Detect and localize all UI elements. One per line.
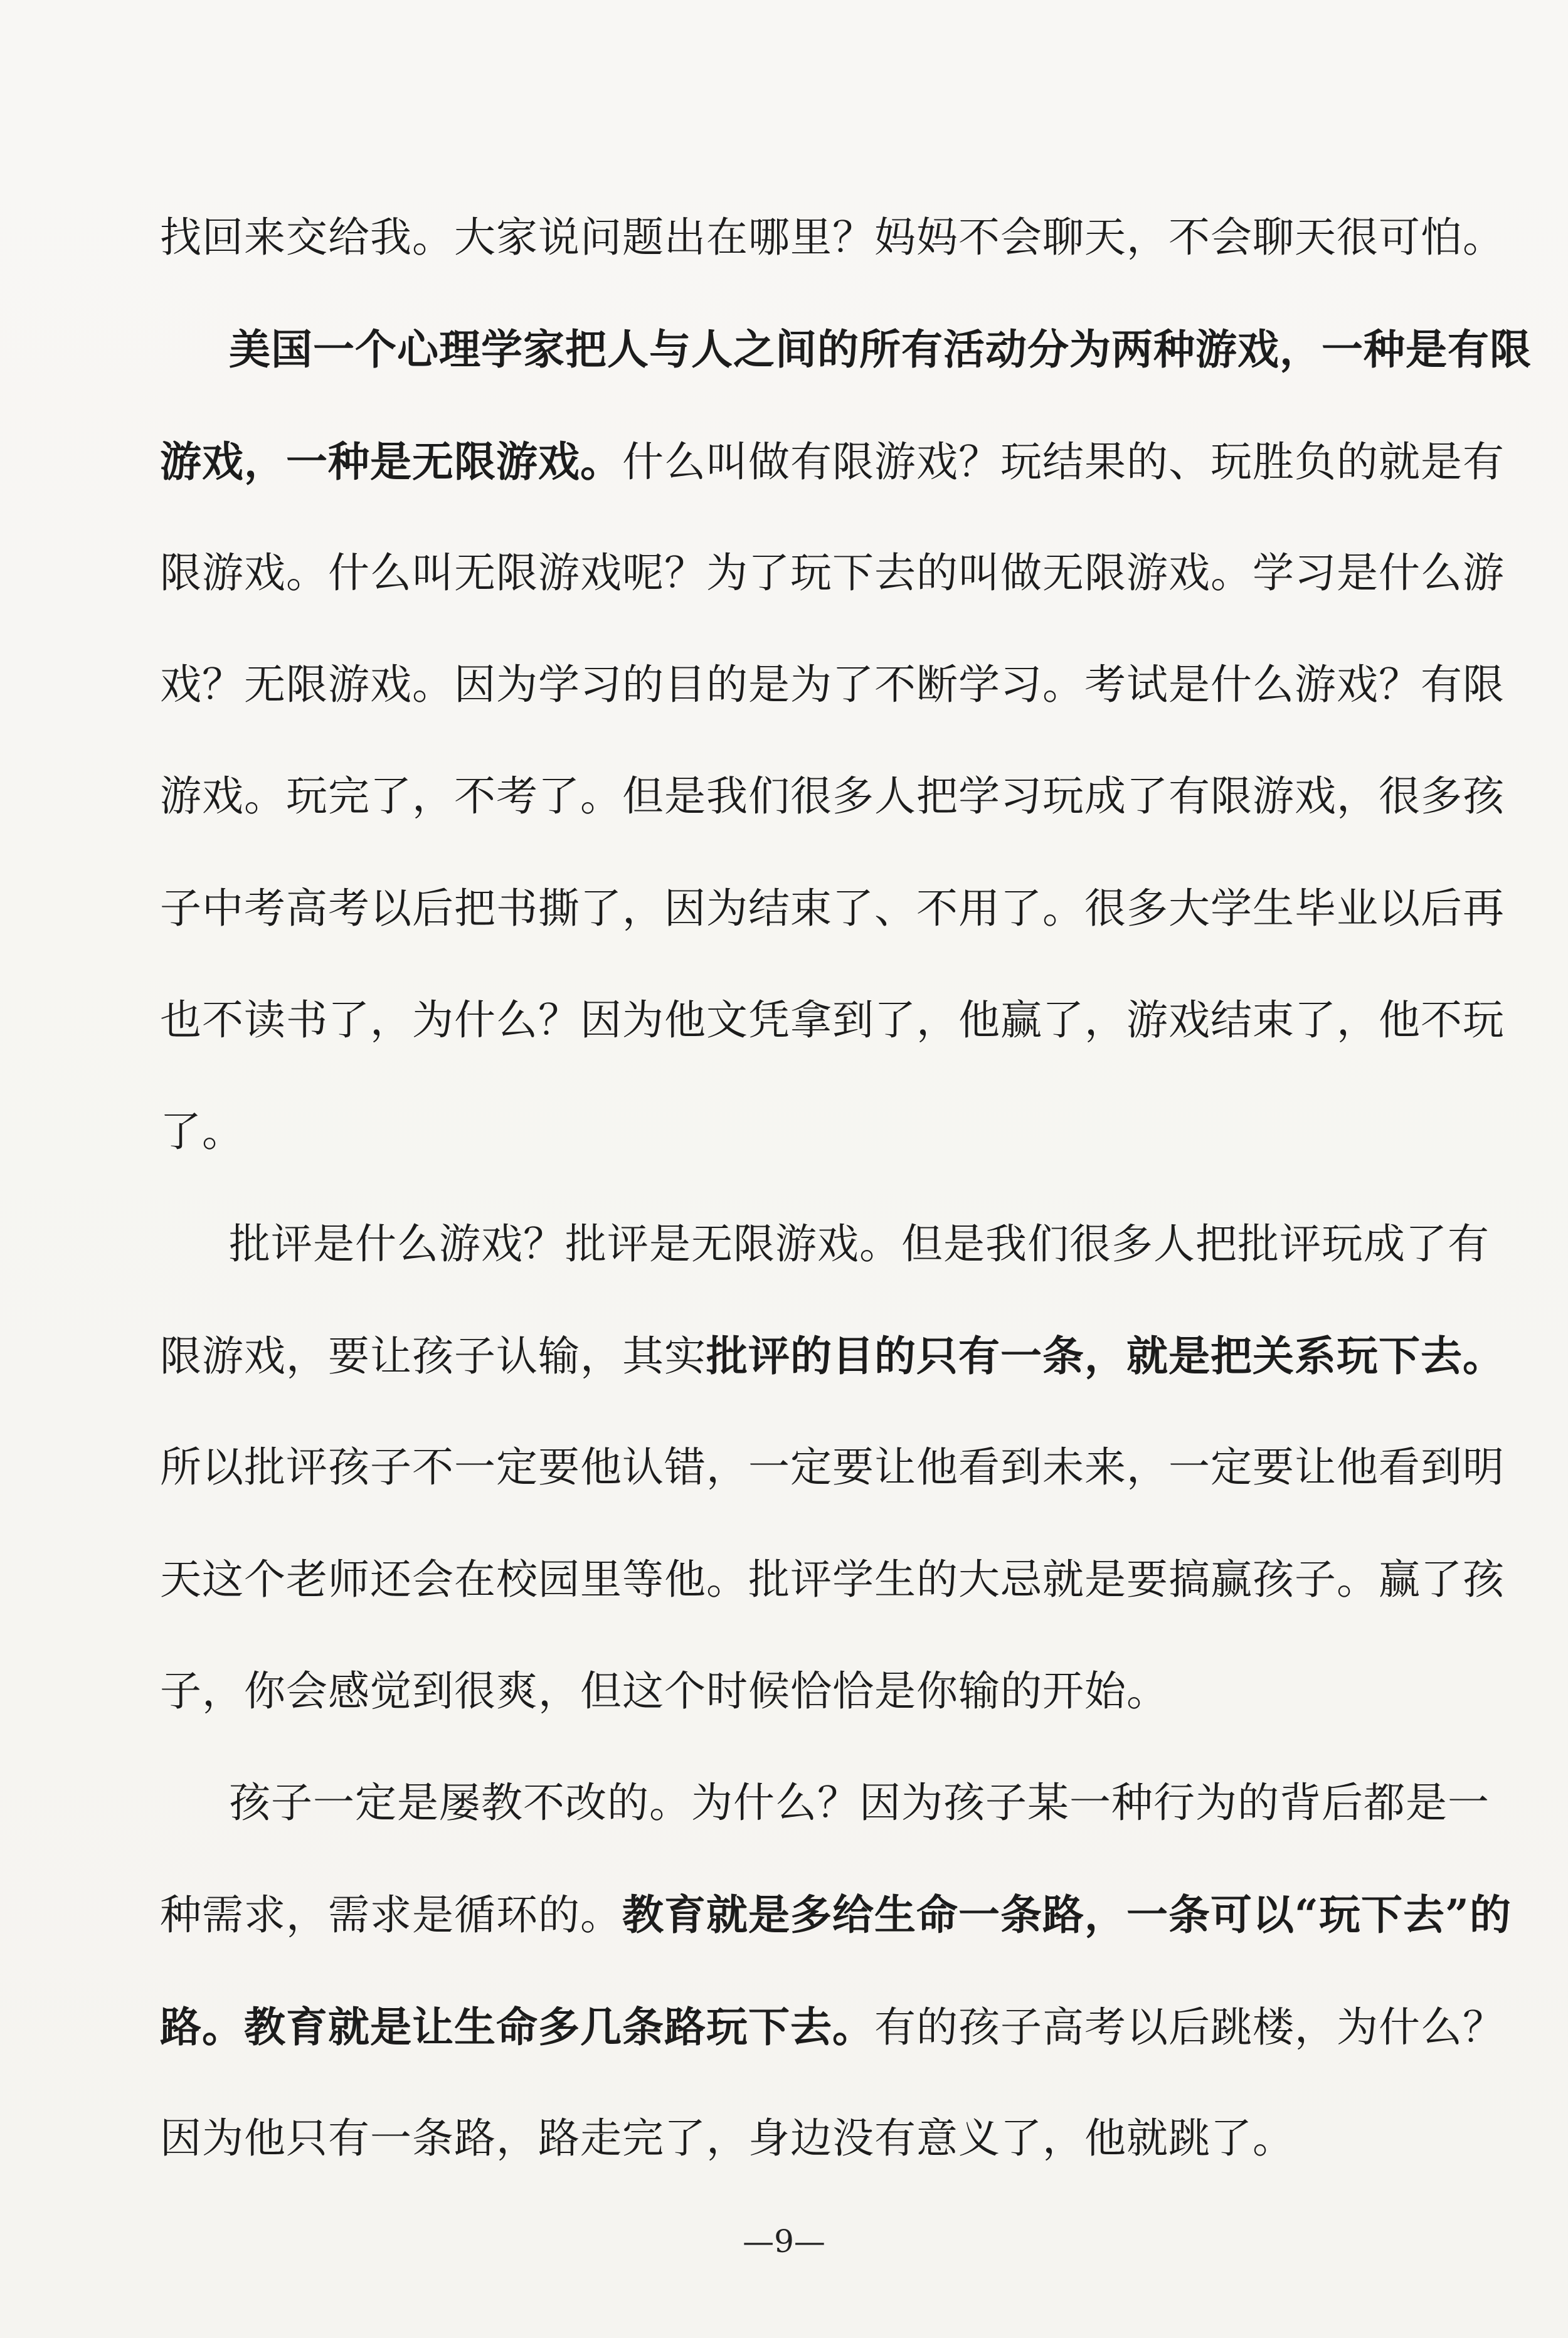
text-line: [160, 182, 1505, 294]
bold-text: 批评的目的只有一条，就是把关系玩下去。: [706, 1331, 1505, 1380]
text-segment: 子，你会感觉到很爽，但这个时候恰恰是你输的开始。: [160, 1666, 1168, 1715]
bold-text: 教育就是多给生命一条路，一条可以“玩下去”的: [622, 1890, 1512, 1940]
text-segment: 批评是什么游戏？批评是无限游戏。但是我们很多人把批评玩成了有: [229, 1219, 1490, 1268]
text-segment: 也不读书了，为什么？因为他文凭拿到了，他赢了，游戏结束了，他不玩: [160, 996, 1505, 1045]
text-segment: 戏？无限游戏。因为学习的目的是为了不断学习。考试是什么游戏？有限: [160, 660, 1505, 709]
text-line: [160, 2083, 1408, 2194]
text-segment: 所以批评孩子不一定要他认错，一定要让他看到未来，一定要让他看到明: [160, 1443, 1505, 1492]
text-line: [160, 1636, 1408, 1747]
text-line: [160, 853, 1505, 965]
text-line: [160, 1412, 1505, 1523]
text-line: [160, 1076, 1408, 1188]
text-segment: 限游戏。什么叫无限游戏呢？为了玩下去的叫做无限游戏。学习是什么游: [160, 548, 1505, 597]
text-segment: 了。: [160, 1108, 244, 1156]
text-line: [160, 741, 1505, 852]
page-number: —9—: [743, 2223, 825, 2260]
text-segment: 孩子一定是屡教不改的。为什么？因为孩子某一种行为的背后都是一: [229, 1779, 1490, 1828]
text-segment: 什么叫做有限游戏？玩结果的、玩胜负的就是有: [622, 437, 1505, 486]
text-segment: 因为他只有一条路，路走完了，身边没有意义了，他就跳了。: [160, 2114, 1295, 2163]
text-line: [160, 406, 1505, 517]
text-segment: 限游戏，要让孩子认输，其实: [160, 1331, 706, 1380]
text-line: [160, 1747, 1490, 1859]
bold-text: 游戏，一种是无限游戏。: [160, 436, 622, 486]
text-segment: 天这个老师还会在校园里等他。批评学生的大忌就是要搞赢孩子。赢了孩: [160, 1555, 1505, 1604]
text-line: [160, 1188, 1490, 1300]
text-line: [160, 1859, 1512, 1970]
text-segment: 找回来交给我。大家说问题出在哪里？妈妈不会聊天，不会聊天很可怕。: [160, 213, 1505, 262]
bold-text: 路。教育就是让生命多几条路玩下去。: [160, 2002, 874, 2051]
body-text: [160, 182, 1532, 2194]
text-line: [160, 1524, 1505, 1636]
text-line: [160, 965, 1505, 1076]
text-line: [160, 1300, 1505, 1412]
text-segment: 种需求，需求是循环的。: [160, 1891, 622, 1940]
text-line: [160, 294, 1532, 405]
text-line: [160, 517, 1505, 629]
text-segment: 游戏。玩完了，不考了。但是我们很多人把学习玩成了有限游戏，很多孩: [160, 772, 1505, 821]
text-line: [160, 1971, 1505, 2083]
bold-text: 美国一个心理学家把人与人之间的所有活动分为两种游戏，一种是有限: [229, 325, 1532, 374]
text-segment: 子中考高考以后把书撕了，因为结束了、不用了。很多大学生毕业以后再: [160, 884, 1505, 933]
text-segment: 有的孩子高考以后跳楼，为什么？: [874, 2002, 1505, 2051]
text-line: [160, 629, 1505, 741]
